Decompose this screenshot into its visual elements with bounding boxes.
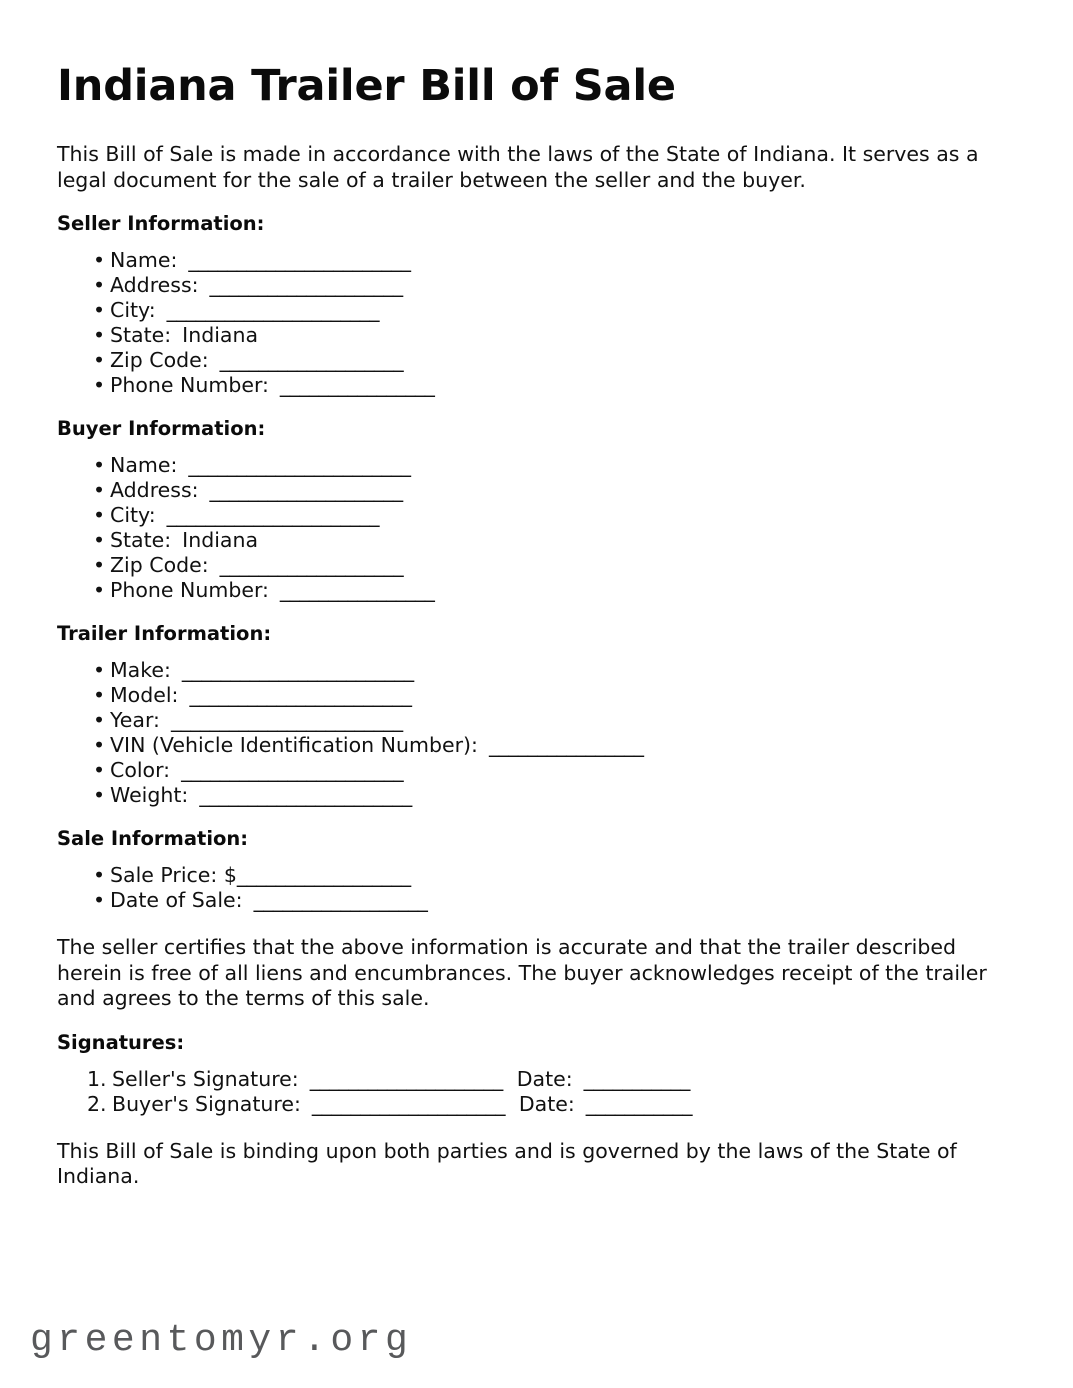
field-label: Model: (110, 683, 179, 708)
field-blank[interactable]: ___________________ (219, 553, 404, 578)
field-blank[interactable]: ______________________ (166, 298, 379, 323)
field-blank[interactable]: ___________________ (219, 348, 404, 373)
field-label: Zip Code: (110, 348, 209, 373)
signature-label: Buyer's Signature: (112, 1091, 301, 1116)
field-seller-name (57, 248, 1017, 273)
signature-label: Seller's Signature: (112, 1066, 299, 1091)
date-blank[interactable]: ___________ (583, 1066, 690, 1091)
field-blank[interactable]: _______________________ (189, 683, 412, 708)
field-buyer-name (57, 453, 1017, 478)
buyer-field-list (57, 453, 1017, 603)
field-blank[interactable]: _______________________ (181, 758, 404, 783)
signature-list (57, 1067, 1017, 1117)
field-label: Sale Price: $ (110, 863, 237, 888)
field-label: City: (110, 298, 156, 323)
closing-paragraph: This Bill of Sale is binding upon both parties and is governed by the laws of the State of Indiana. (57, 1138, 957, 1189)
field-trailer-weight (57, 783, 1017, 808)
field-label: Weight: (110, 783, 189, 808)
field-seller-state (57, 323, 1017, 348)
field-seller-phone (57, 373, 1017, 398)
field-trailer-year (57, 708, 1017, 733)
field-sale-price (57, 863, 1017, 888)
field-trailer-vin (57, 733, 1017, 758)
date-label: Date: (518, 1091, 575, 1116)
field-trailer-model (57, 683, 1017, 708)
signature-blank[interactable]: ____________________ (311, 1091, 505, 1116)
field-label: Address: (110, 478, 199, 503)
field-trailer-color (57, 758, 1017, 783)
sale-information-heading: Sale Information: (57, 827, 249, 851)
seller-information-heading: Seller Information: (57, 212, 265, 236)
trailer-information-heading: Trailer Information: (57, 622, 272, 646)
document-content (57, 62, 1017, 1208)
field-blank[interactable]: ______________________ (199, 783, 412, 808)
field-blank[interactable]: ______________________ (166, 503, 379, 528)
certification-paragraph: The seller certifies that the above information is accurate and that the trailer described herein is free of all liens and encumbrances. The buyer acknowledges receipt of the trailer and agrees to the terms of this sale. (57, 935, 987, 1011)
trailer-field-list (57, 658, 1017, 808)
field-blank[interactable]: ________________ (488, 733, 644, 758)
field-seller-address (57, 273, 1017, 298)
field-blank[interactable]: _______________________ (188, 453, 411, 478)
intro-paragraph: This Bill of Sale is made in accordance with the laws of the State of Indiana. It serves as a legal document for the sale of a trailer between the seller and the buyer. (57, 142, 979, 192)
field-label: Address: (110, 273, 199, 298)
field-buyer-phone (57, 578, 1017, 603)
sale-field-list (57, 863, 1017, 913)
seller-field-list (57, 248, 1017, 398)
field-label: Name: (110, 248, 178, 273)
field-blank[interactable]: ____________________ (209, 478, 403, 503)
field-buyer-state (57, 528, 1017, 553)
field-buyer-address (57, 478, 1017, 503)
date-blank[interactable]: ___________ (585, 1091, 692, 1116)
page-title: Indiana Trailer Bill of Sale (57, 61, 676, 111)
field-label: Year: (110, 708, 160, 733)
field-label: Make: (110, 658, 171, 683)
field-seller-zip (57, 348, 1017, 373)
field-label: Zip Code: (110, 553, 209, 578)
site-brand-watermark: greentomyr.org (30, 1319, 413, 1362)
field-trailer-make (57, 658, 1017, 683)
buyer-information-heading: Buyer Information: (57, 417, 266, 441)
field-buyer-zip (57, 553, 1017, 578)
field-seller-city (57, 298, 1017, 323)
field-buyer-city (57, 503, 1017, 528)
signature-blank[interactable]: ____________________ (309, 1066, 503, 1091)
field-blank[interactable]: __________________ (253, 888, 428, 913)
date-label: Date: (516, 1066, 573, 1091)
field-label: Phone Number: (110, 578, 269, 603)
field-blank[interactable]: ________________________ (170, 708, 403, 733)
signature-row-buyer (57, 1092, 1017, 1117)
field-label: State: (110, 528, 172, 553)
field-date-of-sale (57, 888, 1017, 913)
field-blank[interactable]: ________________ (279, 578, 435, 603)
signatures-heading: Signatures: (57, 1030, 185, 1054)
field-label: VIN (Vehicle Identification Number): (110, 733, 478, 758)
field-blank[interactable]: __________________ (236, 863, 411, 888)
field-value: Indiana (182, 323, 259, 348)
signature-row-seller (57, 1067, 1017, 1092)
field-blank[interactable]: ____________________ (209, 273, 403, 298)
field-blank[interactable]: _______________________ (188, 248, 411, 273)
field-label: City: (110, 503, 156, 528)
field-blank[interactable]: ________________________ (181, 658, 414, 683)
field-blank[interactable]: ________________ (279, 373, 435, 398)
field-label: Phone Number: (110, 373, 269, 398)
field-label: Name: (110, 453, 178, 478)
field-label: Date of Sale: (110, 888, 243, 913)
field-value: Indiana (182, 528, 259, 553)
field-label: State: (110, 323, 172, 348)
field-label: Color: (110, 758, 171, 783)
